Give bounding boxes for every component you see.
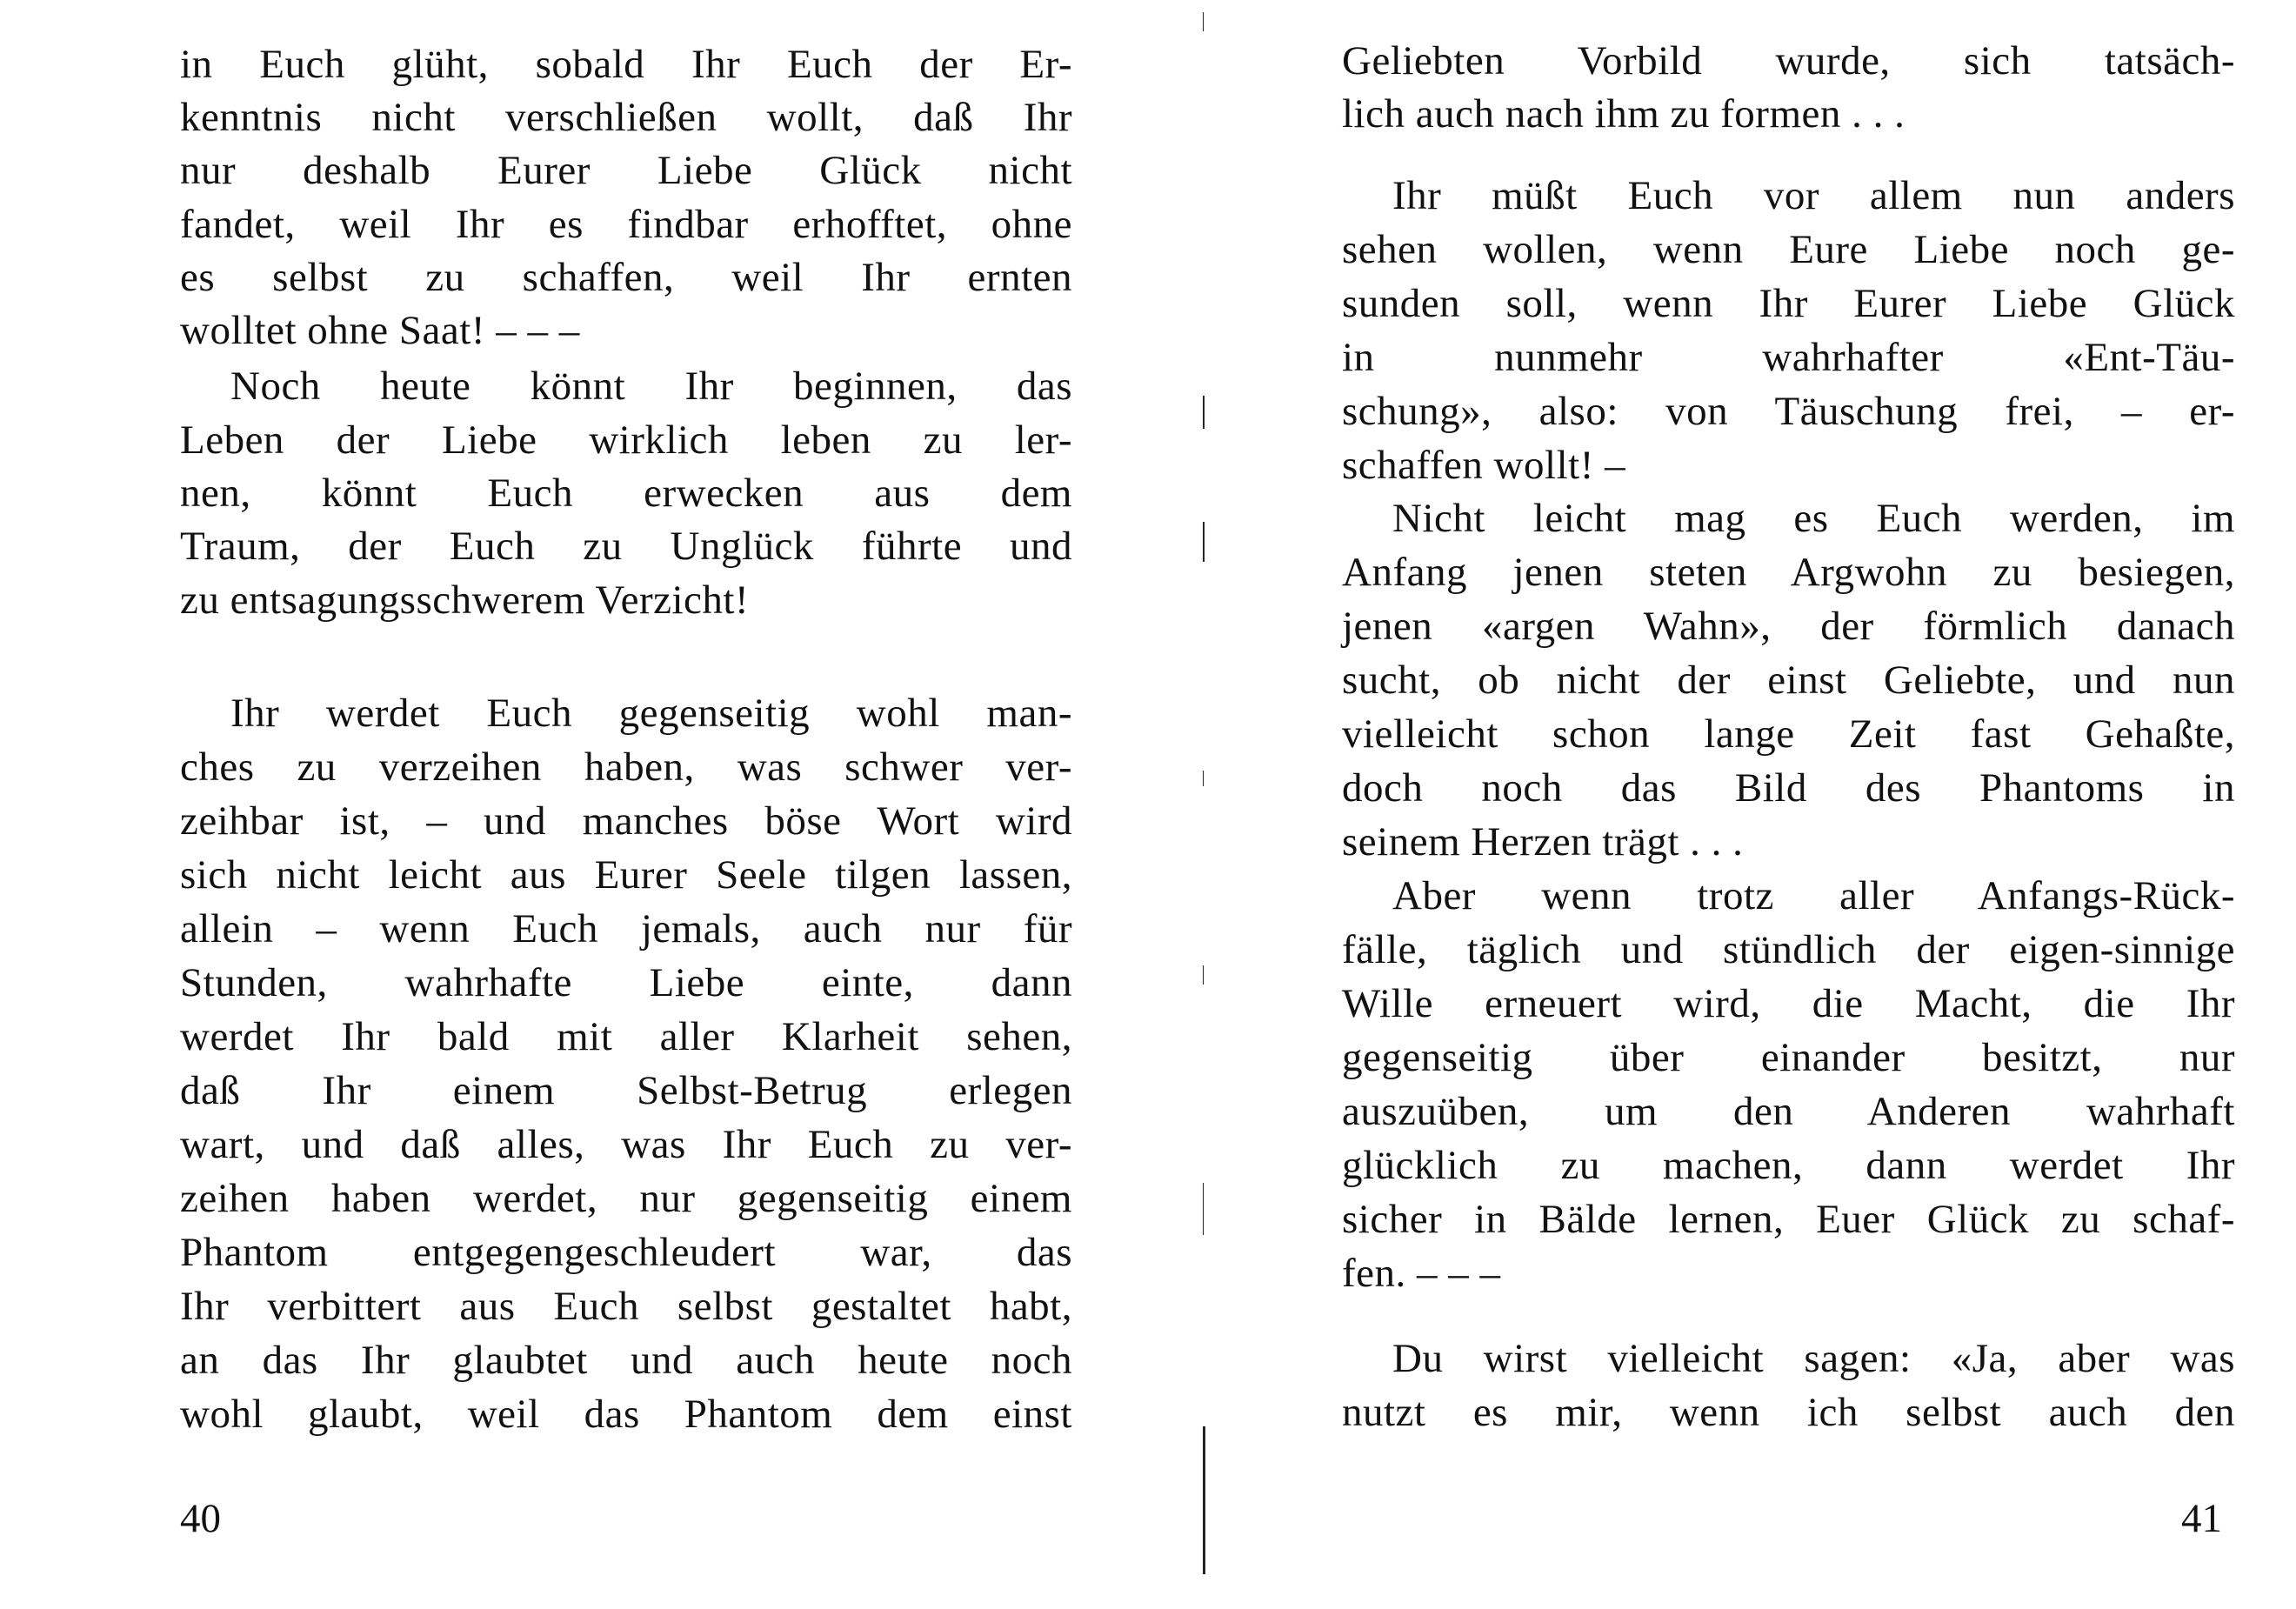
text-line: Ihr verbittert aus Euch selbst gestaltet habt,	[180, 1284, 1072, 1329]
text-line: sunden soll, wenn Ihr Eurer Liebe Glück	[1342, 281, 2235, 326]
text-line: Ihr werdet Euch gegenseitig wohl man-	[230, 691, 1072, 736]
gutter-mark	[1203, 522, 1205, 562]
text-line: Ihr müßt Euch vor allem nun anders	[1392, 173, 2235, 218]
text-line: zu entsagungsschwerem Verzicht!	[180, 578, 750, 623]
gutter-mark	[1203, 771, 1204, 786]
page-number: 40	[180, 1496, 221, 1541]
text-line: ches zu verzeihen haben, was schwer ver-	[180, 744, 1072, 790]
right-page	[1209, 0, 2296, 1609]
text-line: wohl glaubt, weil das Phantom dem einst	[180, 1392, 1072, 1437]
text-line: nutzt es mir, wenn ich selbst auch den	[1342, 1390, 2235, 1435]
text-line: fen. – – –	[1342, 1251, 1501, 1296]
text-line: in nunmehr wahrhafter «Ent-Täu-	[1342, 335, 2235, 380]
text-line: fandet, weil Ihr es findbar erhofftet, ohne	[180, 202, 1072, 247]
text-line: nur deshalb Eurer Liebe Glück nicht	[180, 148, 1072, 193]
text-line: Wille erneuert wird, die Macht, die Ihr	[1342, 981, 2235, 1026]
text-line: daß Ihr einem Selbst-Betrug erlegen	[180, 1068, 1072, 1113]
text-line: sicher in Bälde lernen, Euer Glück zu schaf-	[1342, 1197, 2235, 1242]
text-line: sich nicht leicht aus Eurer Seele tilgen lassen,	[180, 852, 1072, 898]
text-line: zeihen haben werdet, nur gegenseitig einem	[180, 1176, 1072, 1221]
text-line: Phantom entgegengeschleudert war, das	[180, 1230, 1072, 1275]
text-line: lich auch nach ihm zu formen . . .	[1342, 91, 1906, 137]
text-line: schung», also: von Täuschung frei, – er-	[1342, 389, 2235, 434]
text-line: Nicht leicht mag es Euch werden, im	[1392, 496, 2235, 541]
page-number: 41	[2181, 1496, 2222, 1541]
text-line: fälle, täglich und stündlich der eigen-sinnige	[1342, 927, 2235, 972]
text-line: seinem Herzen trägt . . .	[1342, 819, 1744, 865]
text-line: auszuüben, um den Anderen wahrhaft	[1342, 1089, 2235, 1134]
gutter-mark	[1203, 965, 1204, 985]
text-line: in Euch glüht, sobald Ihr Euch der Er-	[180, 42, 1072, 87]
text-line: glücklich zu machen, dann werdet Ihr	[1342, 1143, 2235, 1188]
text-line: Leben der Liebe wirklich leben zu ler-	[180, 417, 1072, 463]
text-line: Anfang jenen steten Argwohn zu besiegen,	[1342, 550, 2235, 595]
text-line: Traum, der Euch zu Unglück führte und	[180, 524, 1072, 569]
text-line: vielleicht schon lange Zeit fast Gehaßte,	[1342, 711, 2235, 757]
text-line: Du wirst vielleicht sagen: «Ja, aber was	[1392, 1336, 2235, 1381]
gutter-mark	[1203, 1426, 1205, 1574]
text-line: es selbst zu schaffen, weil Ihr ernten	[180, 255, 1072, 300]
text-line: nen, könnt Euch erwecken aus dem	[180, 471, 1072, 516]
text-line: jenen «argen Wahn», der förmlich danach	[1342, 604, 2235, 649]
gutter-mark	[1203, 396, 1205, 429]
gutter-mark	[1203, 12, 1204, 31]
text-line: kenntnis nicht verschließen wollt, daß Ihr	[180, 95, 1072, 140]
text-line: wart, und daß alles, was Ihr Euch zu ver-	[180, 1122, 1072, 1167]
text-line: sehen wollen, wenn Eure Liebe noch ge-	[1342, 227, 2235, 272]
text-line: sucht, ob nicht der einst Geliebte, und nun	[1342, 658, 2235, 703]
text-line: Aber wenn trotz aller Anfangs-Rück-	[1392, 873, 2235, 918]
text-line: Stunden, wahrhafte Liebe einte, dann	[180, 960, 1072, 1005]
text-line: Noch heute könnt Ihr beginnen, das	[230, 364, 1072, 409]
text-line: wolltet ohne Saat! – – –	[180, 308, 580, 353]
text-line: gegenseitig über einander besitzt, nur	[1342, 1035, 2235, 1080]
text-line: Geliebten Vorbild wurde, sich tatsäch-	[1342, 38, 2235, 83]
text-line: an das Ihr glaubtet und auch heute noch	[180, 1338, 1072, 1383]
gutter-mark	[1203, 1183, 1204, 1235]
text-line: allein – wenn Euch jemals, auch nur für	[180, 906, 1072, 951]
text-line: doch noch das Bild des Phantoms in	[1342, 765, 2235, 811]
text-line: schaffen wollt! –	[1342, 443, 1626, 488]
text-line: werdet Ihr bald mit aller Klarheit sehen,	[180, 1014, 1072, 1059]
text-line: zeihbar ist, – und manches böse Wort wird	[180, 798, 1072, 844]
